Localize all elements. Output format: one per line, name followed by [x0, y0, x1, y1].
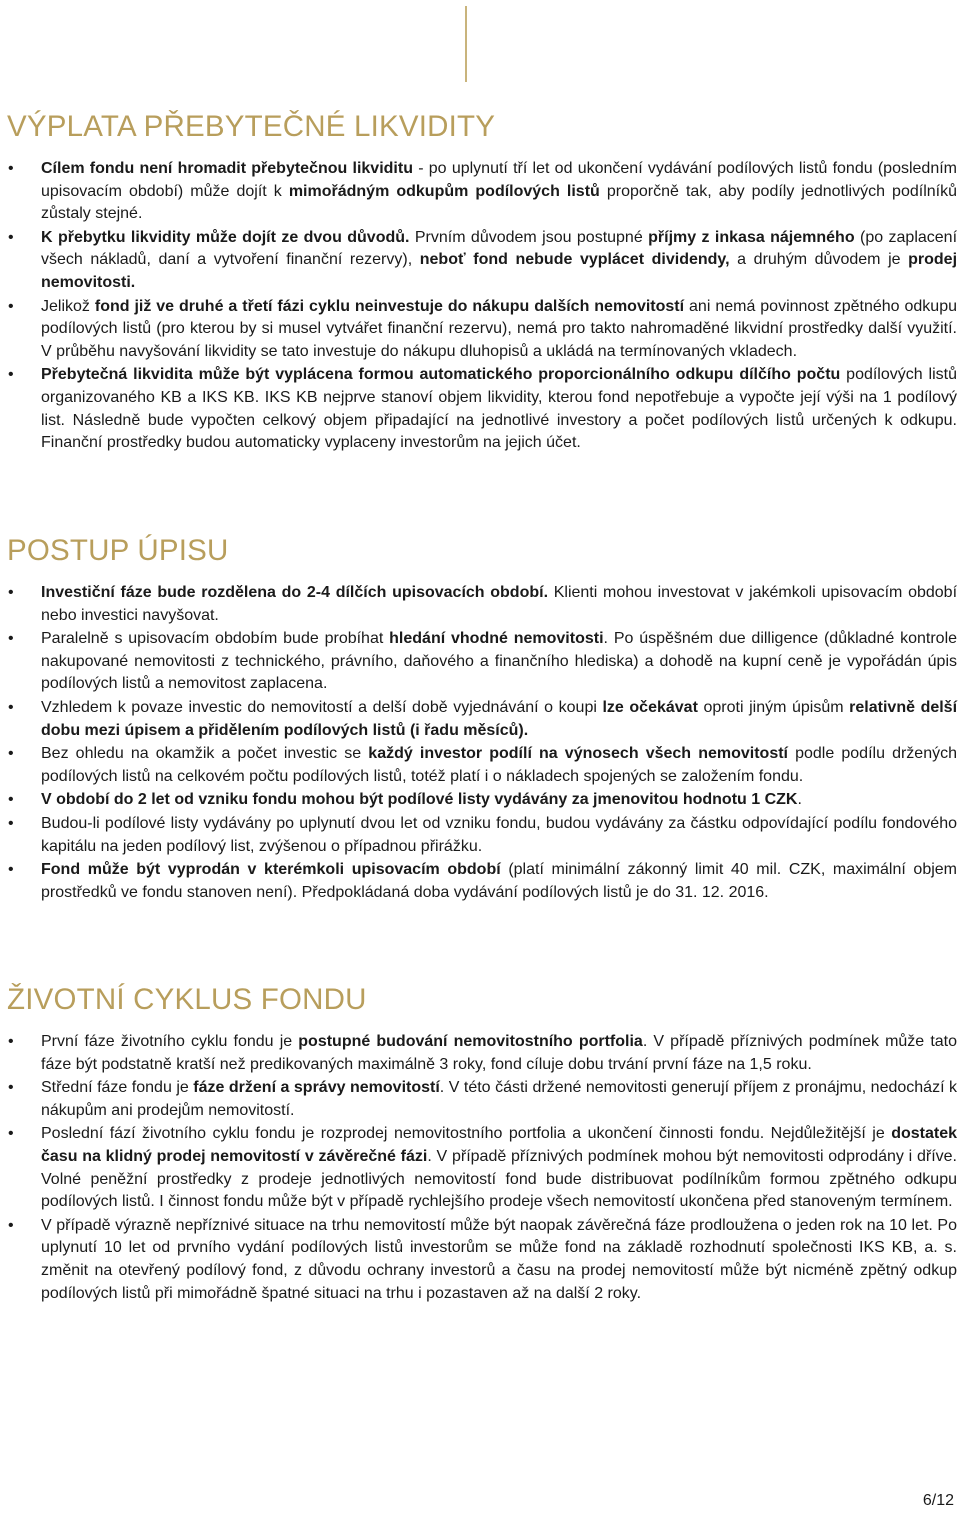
- bold-text-run: každý investor podílí na výnosech všech nemovitostí: [368, 745, 788, 763]
- bold-text-run: K přebytku likvidity může dojít ze dvou důvodů.: [41, 228, 410, 246]
- text-run: Klienti mohou investovat v jakémkoli upisovacím období nebo investici navyšovat.: [41, 584, 958, 624]
- bold-text-run: mimořádným odkupům podílových listů: [288, 182, 600, 200]
- text-run: Vzhledem k povaze investic do nemovitostí a delší době vyjednávání o koupi: [41, 698, 603, 716]
- text-run: V případě výrazně nepříznivé situace na trhu nemovitostí může být naopak závěrečná fáze prodloužena o jeden rok na 10 let. Po uplynutí 10 let od prvního vydání podílových listů investorům se může fond na základě rozhodnutí společnosti IKS KB, a. s. změnit na otevřený podílový fond, z důvodu ochrany investorů a času na prodej nemovitostí může být nicméně zpětný odkup podílových listů při mimořádně špatné situaci na trhu i pozastaven až na další 2 roky.: [41, 1216, 957, 1302]
- list-item: [0, 158, 960, 226]
- text-run: Paralelně s upisovacím obdobím bude probíhat: [41, 630, 390, 648]
- bold-text-run: V období do 2 let od vzniku fondu mohou být podílové listy vydávány za jmenovitou hodnotu 1 CZK: [41, 791, 798, 809]
- text-run: a druhým důvodem je: [729, 251, 909, 269]
- bold-text-run: hledání vhodné nemovitosti: [389, 630, 604, 648]
- list-item: [0, 1123, 960, 1213]
- text-run: proporčně tak, aby podíly jednotlivých podílníků zůstaly stejné.: [41, 182, 957, 223]
- list-item: [0, 364, 960, 454]
- text-run: ani nemá povinnost zpětného odkupu podílových listů (pro kterou by si musel vytvářet finanční rezervu), nemá pro takto nahromaděné likvidní prostředky další využití. V průběhu navyšování likvidity se tato investuje do nákupu dluhopisů a ukládá na termínovaných vkladech.: [41, 297, 957, 360]
- bold-text-run: prodej nemovitosti.: [41, 251, 958, 291]
- bold-text-run: fáze držení a správy nemovitostí: [193, 1079, 440, 1097]
- text-run: Prvním důvodem jsou postupné: [409, 228, 649, 246]
- bold-text-run: relativně delší dobu mezi úpisem a přidělením podílových listů (i řadu měsíců).: [41, 698, 958, 739]
- section-liquidity-payout: [0, 110, 960, 456]
- section-fund-life-cycle: [0, 983, 960, 1306]
- text-run: podílových listů organizovaného KB a IKS KB. IKS KB nejprve stanoví objem likvidity, kterou fond nepotřebuje a vypočte její výši na 1 podílový list. Následně bude vypočten celkový objem připadající na jednotlivé investory a počet podílových listů určených k odkupu. Finanční prostředky budou automaticky vyplaceny investorům na jejich účet.: [41, 366, 957, 452]
- list-item: [0, 1215, 960, 1305]
- text-run: . V této části držené nemovitosti generují příjem z pronájmu, nedochází k nákupům ani prodejům nemovitostí.: [41, 1079, 958, 1119]
- text-run: . V případě příznivých podmínek mohou být nemovitosti odprodány i dříve. Volné peněžní prostředky z prodeje jednotlivých nemovitostí fond bude distribuovat podílníkům formou zpětného odkupu podílových listů. I činnost fondu může být v případě rychlejšího prodeje všech nemovitostí ukončena před stanoveným termínem.: [41, 1147, 957, 1211]
- section-subscription-procedure: [0, 534, 960, 905]
- text-run: (platí minimální zákonný limit 40 mil. CZK, maximální objem prostředků ve fondu stanoven není). Předpokládaná doba vydávání podílových listů je do 31. 12. 2016.: [41, 861, 958, 901]
- text-run: (po zaplacení všech nákladů, daní a vytvoření finanční rezervy),: [41, 228, 958, 269]
- text-run: podle podílu držených podílových listů na celkovém počtu podílových listů, totéž platí i o nákladech spojených se založením fondu.: [41, 745, 958, 785]
- text-run: - po uplynutí tří let od ukončení vydávání podílových listů fondu (posledním upisovacím období) může dojít k: [41, 160, 958, 200]
- bold-text-run: dostatek času na klidný prodej nemovitostí v závěrečné fázi: [41, 1125, 957, 1165]
- text-run: oproti jiným úpisům: [697, 698, 850, 716]
- list-item: [0, 296, 960, 364]
- list-item: [0, 697, 960, 742]
- list-item: [0, 743, 960, 788]
- text-run: Jelikož: [41, 297, 95, 315]
- bullet-list: [0, 582, 960, 904]
- text-run: . Po úspěšném due dilligence (důkladné kontrole nakupované nemovitosti z technického, právního, daňového a finančního hlediska) a dohodě na kupní ceně je vypořádán úpis podílových listů a nemovitost zaplacena.: [41, 630, 958, 693]
- bold-text-run: Přebytečná likvidita může být vyplácena formou automatického proporcionálního odkupu dílčího počtu: [41, 366, 841, 384]
- text-run: První fáze životního cyklu fondu je: [41, 1033, 299, 1050]
- bold-text-run: postupné budování nemovitostního portfolia: [298, 1033, 643, 1050]
- list-item: [0, 789, 960, 812]
- bullet-list: [0, 1031, 960, 1305]
- bold-text-run: Fond může být vyprodán v kterémkoli upisovacím období: [41, 861, 501, 879]
- page-number: 6/12: [922, 1492, 954, 1509]
- section-heading: POSTUP ÚPISU: [7, 534, 229, 567]
- text-run: .: [797, 791, 802, 809]
- text-run: Bez ohledu na okamžik a počet investic se: [41, 745, 369, 763]
- text-run: Poslední fází životního cyklu fondu je rozprodej nemovitostního portfolia a ukončení činnosti fondu. Nejdůležitější je: [41, 1125, 892, 1143]
- bold-text-run: Investiční fáze bude rozdělena do 2-4 dílčích upisovacích období.: [41, 584, 549, 601]
- bold-text-run: Cílem fondu není hromadit přebytečnou likviditu: [41, 160, 413, 177]
- list-item: [0, 813, 960, 858]
- list-item: [0, 1031, 960, 1076]
- bold-text-run: příjmy z inkasa nájemného: [648, 228, 855, 246]
- bold-text-run: fond již ve druhé a třetí fázi cyklu neinvestuje do nákupu dalších nemovitostí: [94, 297, 685, 315]
- list-item: [0, 1077, 960, 1122]
- bold-text-run: lze očekávat: [602, 698, 698, 716]
- list-item: [0, 859, 960, 904]
- list-item: [0, 628, 960, 696]
- bullet-list: [0, 158, 960, 455]
- section-heading: VÝPLATA PŘEBYTEČNÉ LIKVIDITY: [7, 110, 496, 143]
- list-item: [0, 227, 960, 295]
- header-divider-line: [465, 6, 467, 82]
- text-run: . V případě příznivých podmínek může tato fáze být podstatně kratší než predikovaných maximálně 3 roky, fond cíluje dobu trvání první fáze na 1,5 roku.: [41, 1033, 958, 1073]
- section-heading: ŽIVOTNÍ CYKLUS FONDU: [7, 983, 367, 1016]
- text-run: Střední fáze fondu je: [41, 1079, 194, 1097]
- bold-text-run: neboť fond nebude vyplácet dividendy,: [419, 251, 730, 269]
- text-run: Budou-li podílové listy vydávány po uplynutí dvou let od vzniku fondu, budou vydávány za částku odpovídající podílu fondového kapitálu na jeden podílový list, zvýšenou o případnou přirážku.: [41, 814, 957, 855]
- list-item: [0, 582, 960, 627]
